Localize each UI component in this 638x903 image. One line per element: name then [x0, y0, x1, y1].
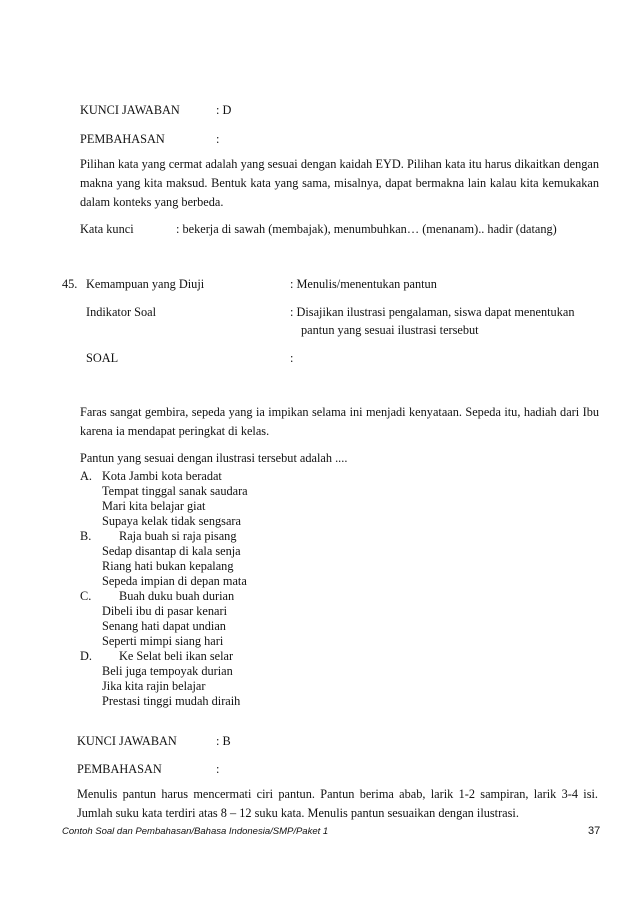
prev-kata-kunci-value: : bekerja di sawah (membajak), menumbuhkan… (menanam).. hadir (datang) [176, 222, 557, 236]
option-line: Senang hati dapat undian [102, 619, 226, 633]
footer-title: Contoh Soal dan Pembahasan/Bahasa Indonesia/SMP/Paket 1 [62, 826, 329, 837]
prev-kata-kunci-label: Kata kunci [80, 222, 134, 236]
option-line: Riang hati bukan kepalang [102, 559, 234, 573]
option-line: Supaya kelak tidak sengsara [102, 514, 241, 528]
question-number: 45. [62, 277, 78, 291]
option-line: Buah duku buah durian [119, 589, 235, 603]
pembahasan-label: PEMBAHASAN [77, 762, 162, 776]
option-letter: B. [80, 529, 92, 543]
kemampuan-value: : Menulis/menentukan pantun [290, 277, 437, 291]
option-line: Jika kita rajin belajar [102, 679, 206, 693]
prev-kunci-label: KUNCI JAWABAN [80, 103, 180, 117]
option-line: Raja buah si raja pisang [119, 529, 237, 543]
question-prompt: Pantun yang sesuai dengan ilustrasi tersebut adalah .... [80, 451, 348, 465]
indikator-label: Indikator Soal [86, 305, 157, 319]
pembahasan-text: Menulis pantun harus mencermati ciri pantun. Pantun berima abab, larik 1-2 sampiran, larik 3-4 isi. Jumlah suku kata terdiri atas 8 – 12 suku kata. Menulis pantun sesuaikan dengan ilustrasi. [77, 787, 598, 820]
option-line: Mari kita belajar giat [102, 499, 206, 513]
option-letter: C. [80, 589, 92, 603]
option-line: Sedap disantap di kala senja [102, 544, 241, 558]
option-line: Kota Jambi kota beradat [102, 469, 222, 483]
option-line: Beli juga tempoyak durian [102, 664, 233, 678]
kemampuan-label: Kemampuan yang Diuji [86, 277, 205, 291]
indikator-value-line1: : Disajikan ilustrasi pengalaman, siswa dapat menentukan [290, 305, 575, 319]
pembahasan-colon: : [216, 762, 220, 776]
option-line: Ke Selat beli ikan selar [119, 649, 234, 663]
prev-pembahasan-colon: : [216, 132, 220, 146]
indikator-value-line2: pantun yang sesuai ilustrasi tersebut [301, 323, 479, 337]
prev-kunci-value: : D [216, 103, 232, 117]
option-line: Tempat tinggal sanak saudara [102, 484, 248, 498]
soal-label: SOAL [86, 351, 119, 365]
prev-pembahasan-label: PEMBAHASAN [80, 132, 165, 146]
prev-pembahasan-text: Pilihan kata yang cermat adalah yang sesuai dengan kaidah EYD. Pilihan kata itu harus dikaitkan dengan makna yang kita maksud. Bentuk kata yang sama, misalnya, dapat bermakna lain kalau kita kemukakan dalam konteks yang berbeda. [80, 157, 599, 209]
option-letter: A. [80, 469, 92, 483]
option-line: Dibeli ibu di pasar kenari [102, 604, 227, 618]
ilustrasi-text: Faras sangat gembira, sepeda yang ia impikan selama ini menjadi kenyataan. Sepeda itu, hadiah dari Ibu karena ia mendapat peringkat di kelas. [80, 405, 599, 438]
option-line: Seperti mimpi siang hari [102, 634, 224, 648]
soal-colon: : [290, 351, 294, 365]
kunci-value: : B [216, 734, 231, 748]
page-number: 37 [588, 825, 601, 837]
option-letter: D. [80, 649, 92, 663]
option-line: Sepeda impian di depan mata [102, 574, 247, 588]
option-line: Prestasi tinggi mudah diraih [102, 694, 241, 708]
kunci-label: KUNCI JAWABAN [77, 734, 177, 748]
